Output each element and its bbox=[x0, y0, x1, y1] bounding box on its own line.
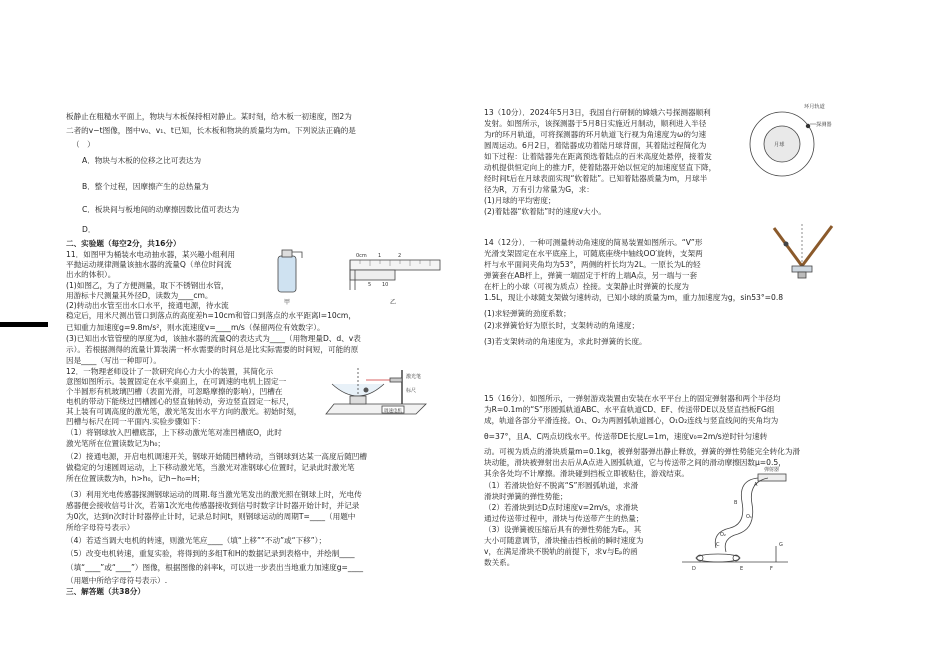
text-line: 用游标卡尺测量其外径D，读数为____cm。 bbox=[66, 291, 213, 300]
text-line: 其余各处均不计摩擦。滑块碰到挡板立即被粘住，游戏结束。 bbox=[484, 469, 690, 478]
text-line: 15（16分）．如图所示，一弹射游戏装置由安装在水平平台上的固定弹射器和两个半径均 bbox=[484, 394, 781, 403]
figure-label: 标尺 bbox=[406, 388, 417, 394]
section-heading: 三、解答题（共38分） bbox=[66, 587, 145, 596]
text-line: (3)若支架转动的角速度为，求此时弹簧的长度。 bbox=[484, 337, 647, 346]
text-line: （填“____”或“____”）图像，根据图像的斜率k，可以进一步表出当地重力加速度g=____ bbox=[66, 563, 364, 572]
text-line: （1）若滑块恰好不脱离“S”形圆弧轨道，求滑 bbox=[484, 481, 639, 490]
text-line: 大小可随意调节，滑块撞击挡板前的瞬时速度为 bbox=[484, 536, 644, 545]
text-line: 已知重力加速度g=9.8m/s²，则水流速度v=____m/s（保留两位有效数字）。 bbox=[66, 323, 325, 332]
text-line: v，在满足滑块不脱轨的前提下，求v与Eₚ的函 bbox=[484, 547, 638, 556]
figure-label: B bbox=[734, 500, 738, 506]
page-edge-bar bbox=[0, 322, 48, 327]
text-line: 光滑支架固定在水平底座上，可随底座绕中轴线OO′旋转，支架两 bbox=[484, 249, 703, 258]
text-line: 圆周运动。6月2日，着陆器成功着陆月球背面，其着陆过程简化为 bbox=[484, 141, 707, 150]
text-line: 1.5L，现让小球随支架做匀速转动，已知小球的质量为m，重力加速度为g，sin53°=0.8 bbox=[484, 293, 784, 302]
figure-label: 激光笔 bbox=[406, 374, 422, 380]
text-line: 板静止在粗糙水平面上，物块与木板保持相对静止。某时刻，给木板一初速度，图2为 bbox=[66, 112, 352, 121]
text-line: 二者的v−t图像，图中v₀、v₁、t已知，长木板和物块的质量均为m。下列说法正确的是 bbox=[66, 126, 356, 135]
figure-15-s-track bbox=[676, 462, 792, 572]
text-line: 凹槽与标尺在同一平面内.实验步骤如下： bbox=[66, 417, 206, 426]
text-line: (2)着陆器“软着陆”时的速度v大小。 bbox=[484, 207, 606, 216]
figure-label: F bbox=[770, 566, 773, 572]
text-line: （4）若适当调大电机的转速，则激光笔应____（填“上移”“不动”或“下移”）； bbox=[66, 536, 327, 545]
text-line: (2)转动出水管至出水口水平，接通电源，待水流 bbox=[66, 301, 229, 310]
text-line: 动机提供恒定向上的推力F，使着陆器开始以恒定的加速度竖直下降， bbox=[484, 163, 717, 172]
text-line: 在杆上的小球（可视为质点）拴接。支架静止时弹簧的长度为 bbox=[484, 282, 690, 291]
figure-12-centripetal-apparatus bbox=[322, 366, 438, 418]
figure-label: 0cm bbox=[356, 253, 367, 259]
text-line: θ=37°，且A、C两点切线水平。传送带DE长度L=1m，速度v₀=2m/s逆时针匀速转 bbox=[484, 432, 768, 441]
text-line: 动。可视为质点的滑块质量m=0.1kg，被弹射器弹出静止释放，弹簧的弹性势能完全转化为滑 bbox=[484, 447, 801, 456]
text-line: 稳定后，用米尺测出管口到落点的高度差h=10cm和管口到落点的水平距离l=10cm， bbox=[66, 311, 356, 320]
text-line: 因是____（写出一种即可）。 bbox=[66, 356, 161, 365]
text-line: 数关系。 bbox=[484, 558, 515, 567]
figure-label: 弹射器 bbox=[764, 467, 780, 473]
figure-label: 2 bbox=[398, 253, 402, 259]
text-line: 感器便会接收信号计次，若第1次光电传感器接收到信号时数字计时器开始计时，并记录 bbox=[66, 501, 360, 510]
text-line: （2）接通电源，开启电机调速开关，钢球开始随凹槽转动，当钢球到达某一高度后随凹槽 bbox=[66, 452, 367, 461]
text-line: 出水的体积）。 bbox=[66, 270, 116, 279]
text-line: 为0次，达到n次时计时器停止计时，记录总时间t，则钢球运动的周期T=____（用题中 bbox=[66, 512, 356, 521]
text-line: 个半圆形有机玻璃凹槽（表面光滑，可忽略摩擦的影响），凹槽在 bbox=[66, 387, 283, 396]
text-line: 经时间t后在月球表面实现“软着陆”。已知着陆器质量为m，月球半 bbox=[484, 174, 708, 183]
text-line: 意图如图所示。装置固定在水平桌面上，在可调速的电机上固定一 bbox=[66, 377, 287, 386]
text-line: 电机的带动下能绕过凹槽圆心的竖直轴转动，旁边竖直固定一标尺， bbox=[66, 397, 294, 406]
text-line: 发射。如图所示，该探测器于5月8日实施近月制动，顺利进入半径 bbox=[484, 119, 707, 128]
text-line: （1）将钢球放入凹槽底部，上下移动激光笔对准凹槽底O，此时 bbox=[66, 428, 282, 437]
text-line: 成，轨道各部分平滑连接。O₁、O₂为两圆弧轨道圆心，O₁O₂连线与竖直线间的夹角均为 bbox=[484, 416, 779, 425]
figure-label: O₁ bbox=[746, 514, 752, 520]
figure-label: O₂ bbox=[720, 532, 726, 538]
figure-label: E bbox=[740, 566, 744, 572]
figure-label: A bbox=[754, 482, 758, 488]
text-line: 平抛运动规律测量该抽水器的流量Q（单位时间流 bbox=[66, 260, 232, 269]
text-line: 13（10分）．2024年5月3日，我国自行研制的嫦娥六号探测器顺利 bbox=[484, 108, 711, 117]
text-line: 其上装有可调高度的激光笔，激光笔发出水平方向的激光。初始时刻， bbox=[66, 407, 302, 416]
text-line: （用题中所给字母符号表示）. bbox=[66, 576, 168, 585]
option-a: A．物块与木板的位移之比可表达为 bbox=[82, 156, 202, 165]
text-line: 11．如图甲为桶装水电动抽水器，某兴趣小组利用 bbox=[66, 250, 236, 259]
text-line: 12．一物理老师设计了一款研究向心力大小的装置，其简化示 bbox=[66, 367, 274, 376]
text-line: 所在位置读数为h，h>h₀，记h−h₀=H； bbox=[66, 474, 205, 483]
figure-14-v-bracket bbox=[764, 222, 840, 284]
text-line: 激光笔所在位置读数记为h₀； bbox=[66, 439, 165, 448]
figure-11-pump-caliper bbox=[270, 246, 450, 308]
text-line: 做稳定的匀速圆周运动，上下移动激光笔，当激光对准钢球心位置时，记录此时激光笔 bbox=[66, 463, 355, 472]
text-line: （ ） bbox=[72, 140, 95, 149]
text-line: 示）。若根据测得的流量计算装满一杯水需要的时间总是比实际需要的时间短，可能的原 bbox=[66, 345, 359, 354]
figure-label: 探测器 bbox=[816, 122, 832, 128]
figure-label: 1 bbox=[378, 253, 382, 259]
text-line: 弹簧套在AB杆上，弹簧一端固定于杆的上端A点，另一端与一套 bbox=[484, 271, 698, 280]
text-line: 滑块时弹簧的弹性势能； bbox=[484, 492, 568, 501]
figure-label: 月球 bbox=[774, 142, 785, 148]
text-line: (2)求弹簧恰好为原长时，支架转动的角速度； bbox=[484, 321, 640, 330]
text-line: 为R=0.1m的“S”形圆弧轨道ABC、水平直轨道CD、EF、传送带DE以及竖直挡板FG组 bbox=[484, 405, 775, 414]
text-line: (3)已知出水管管壁的厚度为d，该抽水器的流量Q的表达式为____（用物理量D、d、v表 bbox=[66, 334, 361, 343]
option-d: D． bbox=[82, 225, 96, 234]
text-line: (1)如图乙，为了方便测量，取下不锈钢出水管， bbox=[66, 281, 229, 290]
figure-label: C bbox=[716, 542, 720, 548]
figure-label: 乙 bbox=[390, 299, 397, 306]
text-line: 为r的环月轨道，可将探测器的环月轨道飞行视为角速度为ω的匀速 bbox=[484, 130, 707, 139]
text-line: (1)月球的平均密度； bbox=[484, 196, 556, 205]
option-b: B．整个过程，因摩擦产生的总热量为 bbox=[82, 182, 209, 191]
text-line: 14（12分）．一种可测量转动角速度的简易装置如图所示。“V”形 bbox=[484, 238, 703, 247]
text-line: 所给字母符号表示） bbox=[66, 523, 135, 532]
figure-label: G bbox=[779, 542, 783, 548]
figure-label: 调速电机 bbox=[384, 409, 402, 414]
figure-label: 环月轨道 bbox=[804, 104, 825, 110]
text-line: 块动能，滑块被弹射出去后从A点进入圆弧轨道，它与传送带之间的滑动摩擦因数μ=0.5， bbox=[484, 458, 786, 467]
text-line: 如下过程：让着陆器先在距离预选着陆点的百米高度处悬停，接着发 bbox=[484, 152, 712, 161]
figure-label: 5 bbox=[368, 282, 372, 288]
text-line: (1)求轻弹簧的劲度系数； bbox=[484, 309, 571, 318]
text-line: （3）利用光电传感器探测钢球运动的周期.每当激光笔发出的激光照在钢球上时，光电传 bbox=[66, 490, 362, 499]
text-line: （3）设弹簧被压缩后具有的弹性势能为Eₚ，其 bbox=[484, 525, 642, 534]
figure-label: 10 bbox=[382, 282, 389, 288]
option-c: C．板块间与板地间的动摩擦因数比值可表达为 bbox=[82, 205, 240, 214]
text-line: （2）若滑块到达D点时速度v=2m/s，求滑块 bbox=[484, 503, 639, 512]
figure-13-lunar-orbit bbox=[742, 100, 838, 182]
figure-label: 甲 bbox=[284, 299, 291, 306]
text-line: （5）改变电机转速，重复实验，将得到的多组T和H的数据记录到表格中，并绘制____ bbox=[66, 549, 355, 558]
figure-label: D bbox=[692, 566, 696, 572]
text-line: 通过传送带过程中，滑块与传送带产生的热量； bbox=[484, 514, 644, 523]
text-line: 径为R，万有引力常量为G，求： bbox=[484, 185, 594, 194]
text-line: 杆与水平面间夹角均为53°，两侧的杆长均为2L。一原长为L的轻 bbox=[484, 260, 701, 269]
section-heading: 二、实验题（每空2分，共16分） bbox=[66, 239, 181, 248]
